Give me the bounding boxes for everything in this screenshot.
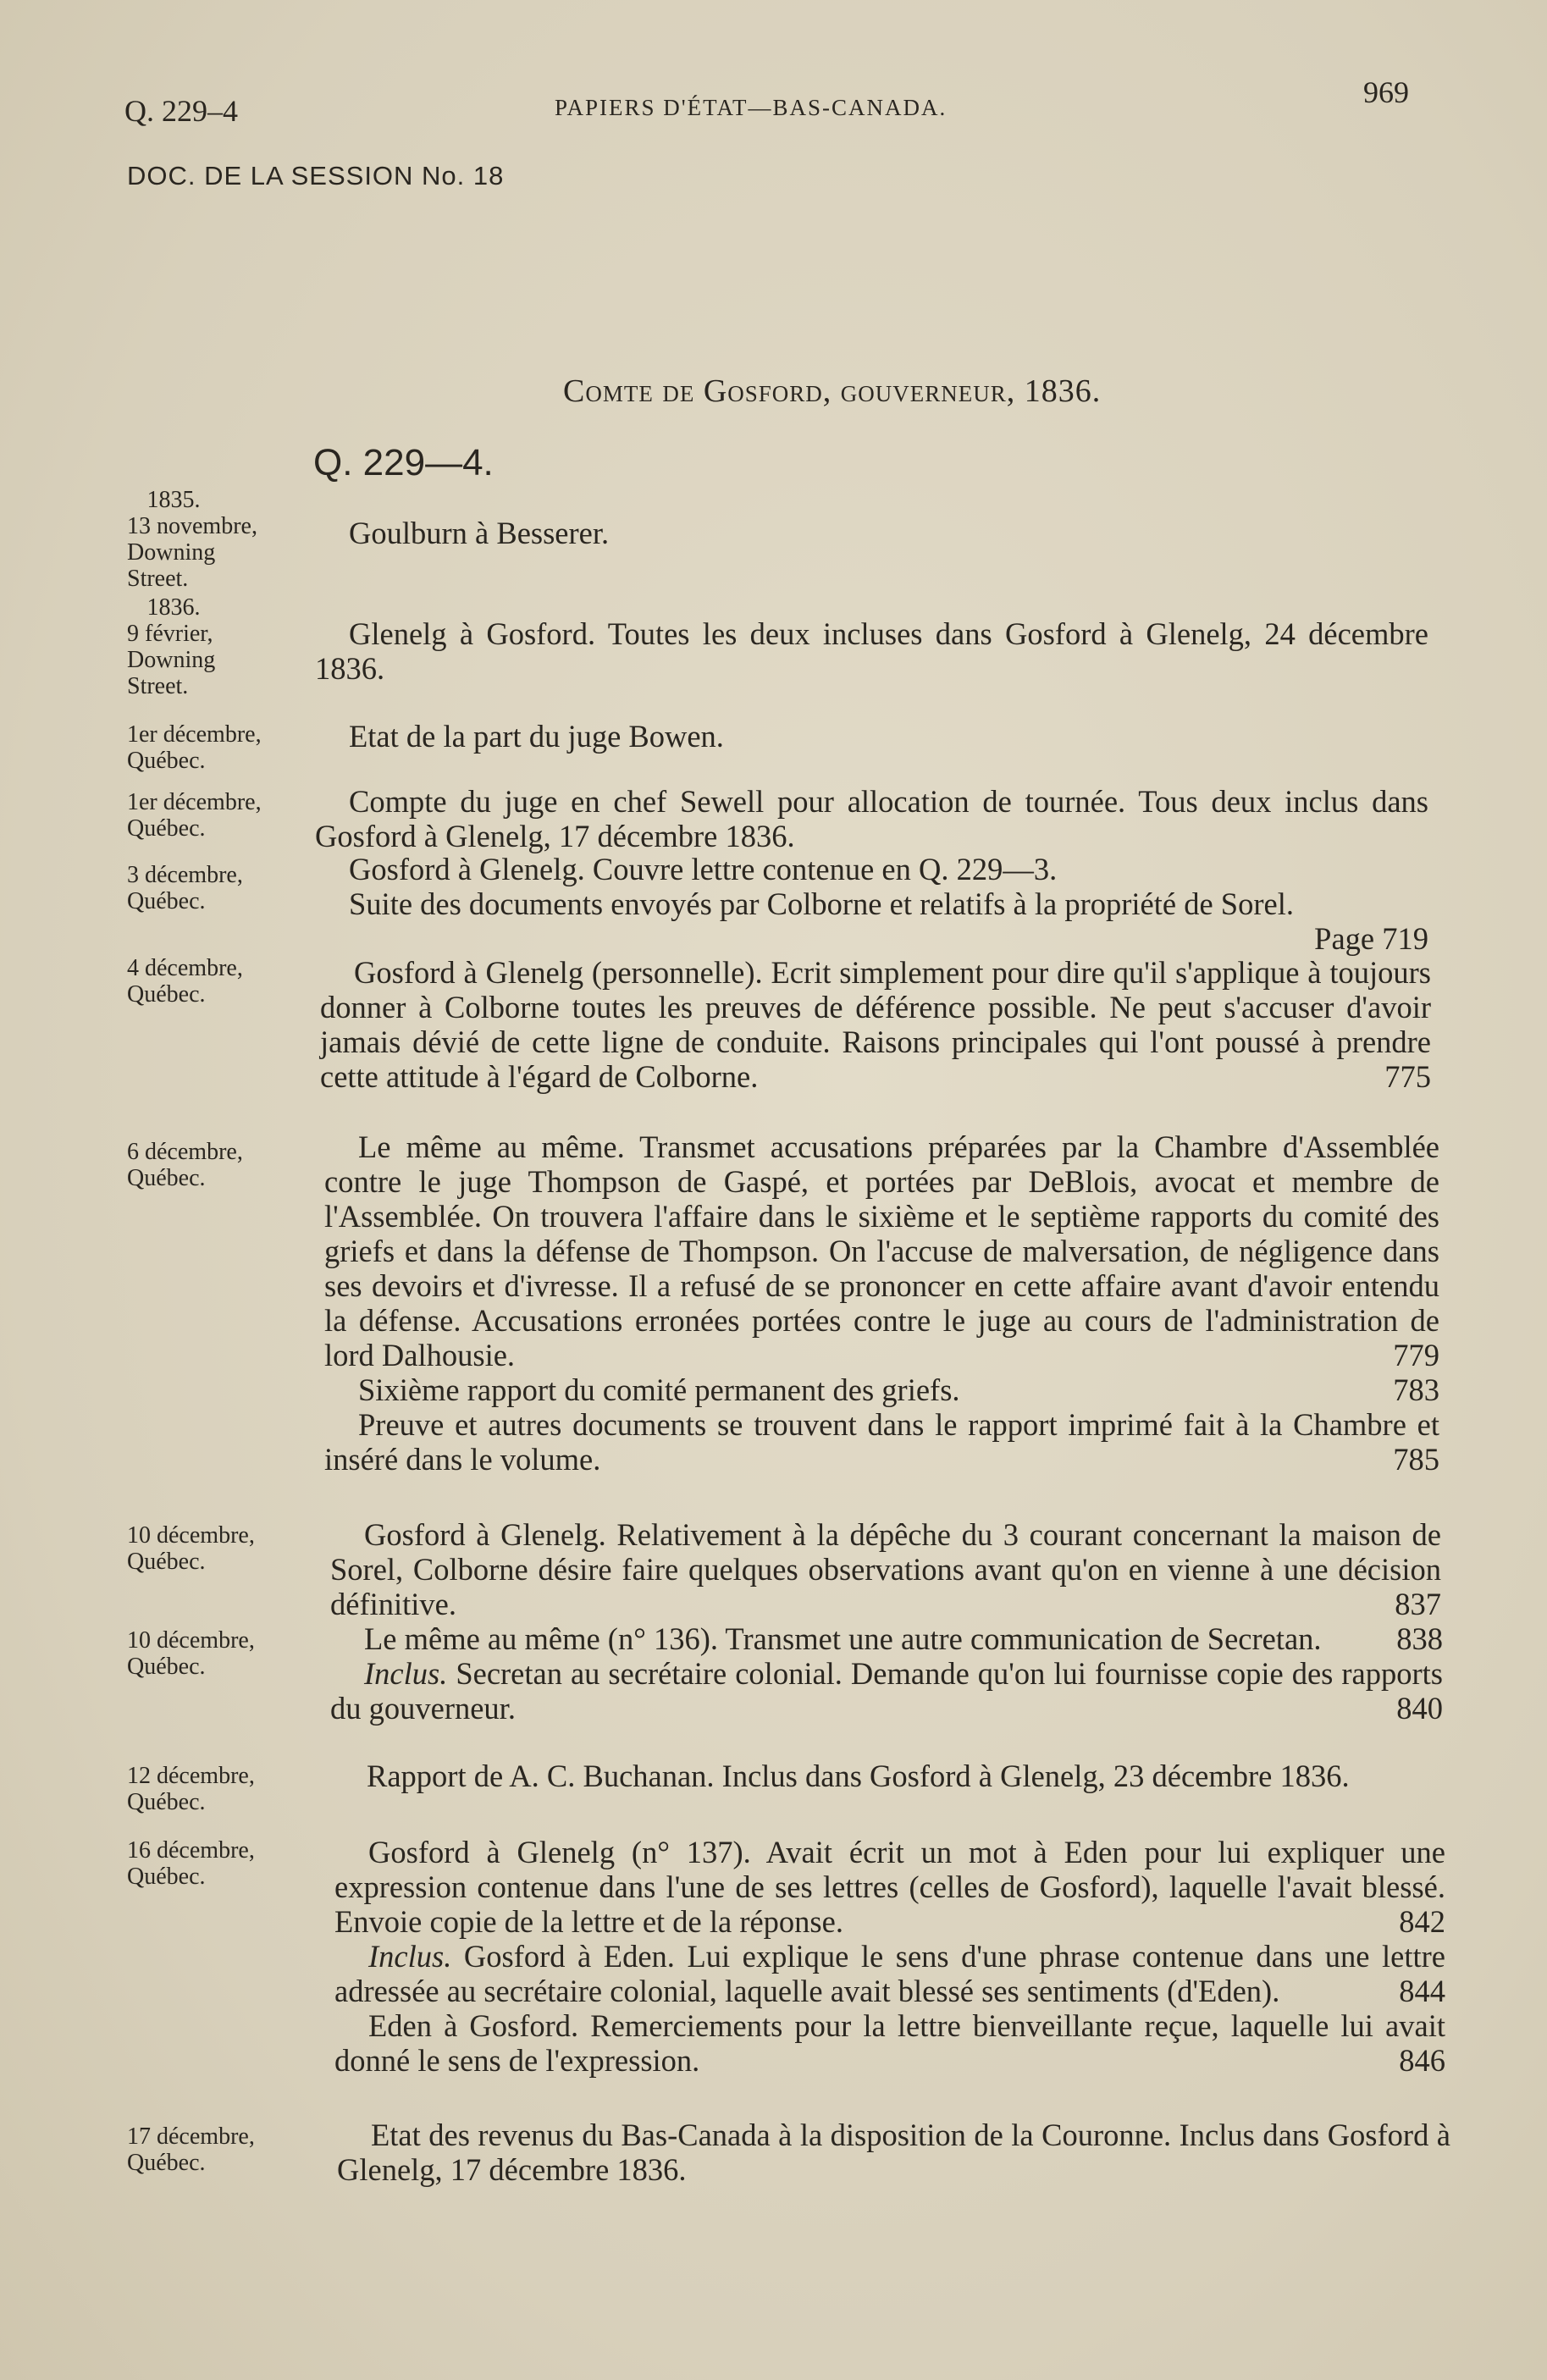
page-number: 969 [1363,75,1409,109]
sub-entry: Preuve et autres documents se trouvent dans le rapport imprimé fait à la Chambre et inséré dans le volume. 785 [324,1407,1439,1477]
entry-margin-date: 1836. 9 février, Downing Street. [127,594,216,699]
sub-entry: Eden à Gosford. Remerciements pour la lettre bienveillante reçue, laquelle lui avait donné le sens de l'expression. 846 [334,2008,1445,2078]
page-reference: 783 [1393,1372,1439,1407]
header-reference: Q. 229–4 [124,94,238,128]
page-reference: 842 [1399,1904,1445,1939]
entry-text: Etat de la part du juge Bowen. [349,719,724,754]
entry-text: Le même au même (n° 136). Transmet une autre communication de Secretan. 838 Inclus. Secretan au secrétaire colonial. Demande qu'on lui fournisse copie des rapports du gouverneur. 840 [330,1621,1443,1726]
entry-margin-date: 1er décembre, Québec. [127,721,262,774]
entry-text: Etat des revenus du Bas-Canada à la disposition de la Couronne. Inclus dans Gosford à Glenelg, 17 décembre 1836. [337,2118,1450,2187]
entry-text: Goulburn à Besserer. [349,516,610,550]
sub-entry: Inclus. Secretan au secrétaire colonial. Demande qu'on lui fournisse copie des rapports du gouverneur. 840 [330,1656,1443,1726]
page-reference: 844 [1399,1974,1445,2008]
section-title: Comte de Gosford, gouverneur, 1836. [563,373,1102,409]
entry-margin-date: 1er décembre, Québec. [127,789,262,842]
entry-margin-date: 16 décembre, Québec. [127,1837,255,1890]
entry-text: Le même au même. Transmet accusations préparées par la Chambre d'Assemblée contre le juge Thompson de Gaspé, et portées par DeBlois, avocat et membre de l'Assemblée. On trouvera l'affaire dans le sixième et le septième rapports du comité des griefs et dans la défense de Thompson. On l'accuse de malversation, de négligence dans ses devoirs et d'ivresse. Il a refusé de se prononcer en cette affaire avant d'avoir entendu la défense. Accusations erronées portées contre le juge au cours de l'administration de lord Dalhousie. 779 Sixième rapport du comité permanent des griefs. 783 Preuve et autres documents se trouvent dans le rapport imprimé fait à la Chambre et inséré dans le volume. 785 [324,1129,1439,1477]
entry-text: Compte du juge en chef Sewell pour allocation de tournée. Tous deux inclus dans Gosford à Glenelg, 17 décembre 1836. [315,784,1428,853]
entry-text: Gosford à Glenelg. Relativement à la dépêche du 3 courant concernant la maison de Sorel, Colborne désire faire quelques observations avant qu'on en vienne à une décision définitive. 837 [330,1517,1441,1621]
entry-margin-date: 10 décembre, Québec. [127,1627,255,1680]
entry-margin-date: 10 décembre, Québec. [127,1522,255,1575]
page-reference: Page 719 [1314,921,1428,956]
page-reference: 775 [1384,1059,1431,1094]
entry-text: Rapport de A. C. Buchanan. Inclus dans Gosford à Glenelg, 23 décembre 1836. [367,1759,1350,1793]
entry-text: Gosford à Glenelg. Couvre lettre contenue en Q. 229—3. Suite des documents envoyés par Colborne et relatifs à la propriété de Sorel. Page 719 [349,852,1428,956]
page-reference: 785 [1393,1442,1439,1477]
page-reference: 846 [1399,2043,1445,2078]
entry-margin-date: 1835. 13 novembre, Downing Street. [127,487,257,592]
entry-text: Gosford à Glenelg (personnelle). Ecrit simplement pour dire qu'il s'applique à toujours donner à Colborne toutes les preuves de déférence possible. Ne peut s'accuser d'avoir jamais dévié de cette ligne de conduite. Raisons principales qui l'ont poussé à prendre cette attitude à l'égard de Colborne. 775 [320,955,1431,1094]
entry-text: Gosford à Glenelg (n° 137). Avait écrit un mot à Eden pour lui expliquer une expression contenue dans l'une de ses lettres (celles de Gosford), laquelle l'avait blessé. Envoie copie de la lettre et de la réponse. 842 Inclus. Gosford à Eden. Lui explique le sens d'une phrase contenue dans une lettre adressée au secrétaire colonial, laquelle avait blessé ses sentiments (d'Eden). 844 Eden à Gosford. Remerciements pour la lettre bienveillante reçue, laquelle lui avait donné le sens de l'expression. 846 [334,1835,1445,2078]
entry-margin-date: 6 décembre, Québec. [127,1139,243,1191]
entry-text: Glenelg à Gosford. Toutes les deux incluses dans Gosford à Glenelg, 24 décembre 1836. [315,616,1428,686]
entry-margin-date: 17 décembre, Québec. [127,2123,255,2176]
page-reference: 837 [1395,1587,1441,1621]
page-reference: 838 [1396,1621,1443,1656]
session-label: DOC. DE LA SESSION No. 18 [127,161,505,191]
entry-margin-date: 3 décembre, Québec. [127,862,243,914]
page-reference: 840 [1396,1691,1443,1726]
entry-margin-date: 4 décembre, Québec. [127,955,243,1008]
sub-entry: Inclus. Gosford à Eden. Lui explique le sens d'une phrase contenue dans une lettre adressée au secrétaire colonial, laquelle avait blessé ses sentiments (d'Eden). 844 [334,1939,1445,2008]
entry-margin-date: 12 décembre, Québec. [127,1763,255,1815]
page-reference: 779 [1393,1338,1439,1372]
document-reference: Q. 229—4. [313,442,494,483]
header-title: PAPIERS D'ÉTAT—BAS-CANADA. [555,95,948,120]
sub-entry: Sixième rapport du comité permanent des griefs. 783 [358,1372,1439,1407]
